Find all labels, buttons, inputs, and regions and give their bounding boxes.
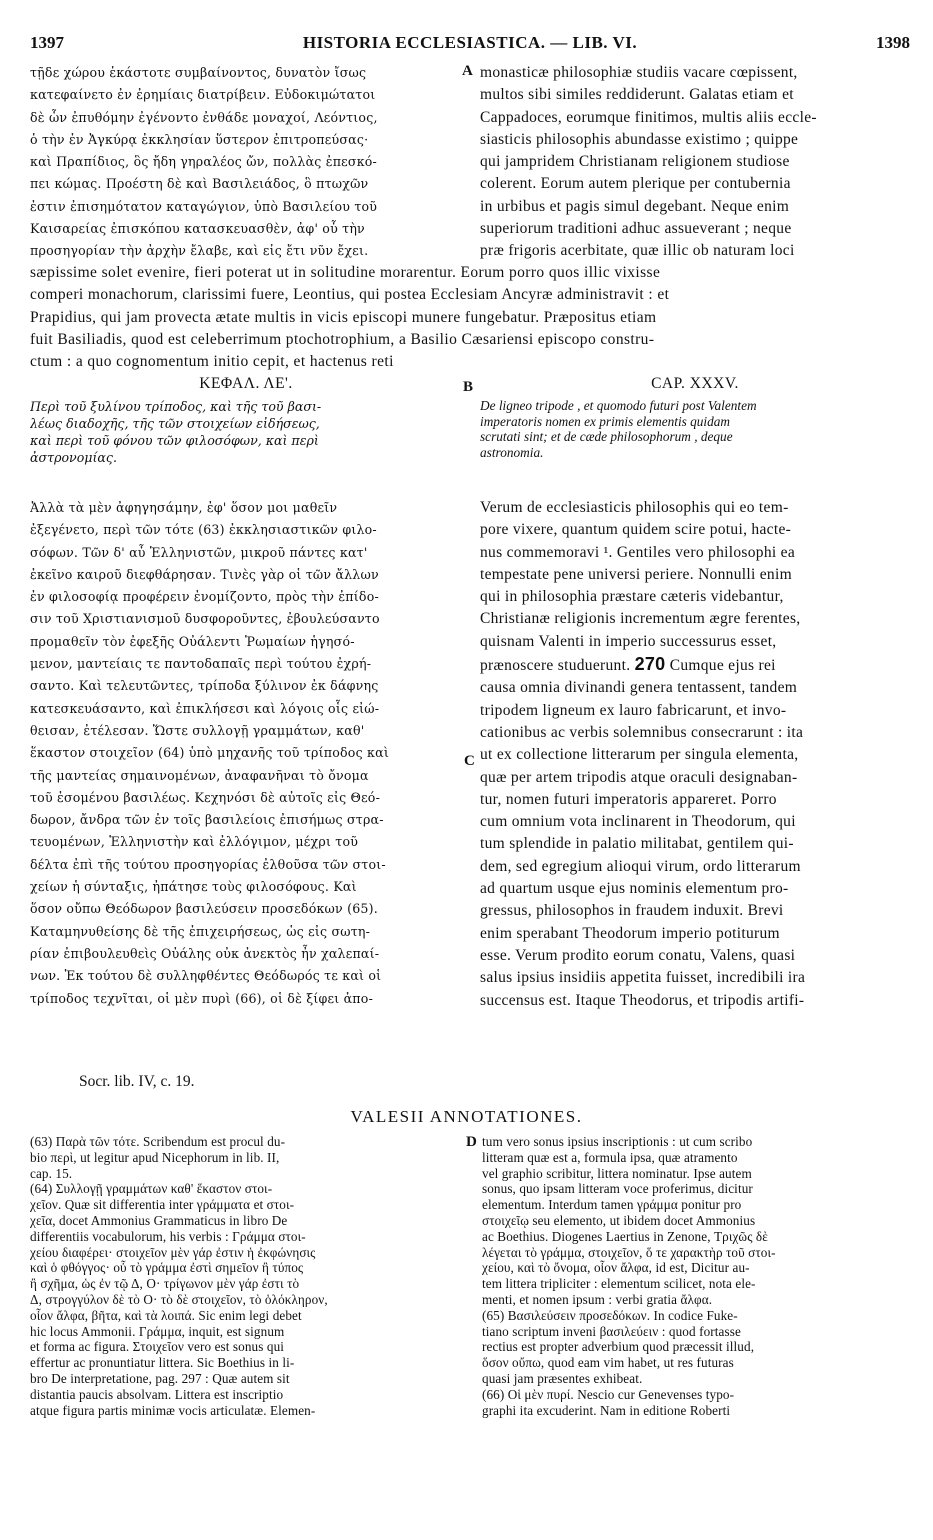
text-line: ἐξεγένετο, περὶ τῶν τότε (63) ἐκκλησιαστικῶν φιλο- xyxy=(30,522,377,538)
annotation-line: οἷον ἄλφα, βῆτα, καὶ τὰ λοιπά. Sic enim legi debet xyxy=(30,1307,302,1323)
text-line: ὅσον οὔπω Θεόδωρον βασιλεύσειν προσεδόκων (65). xyxy=(30,901,378,917)
latin-fullwidth-text xyxy=(30,262,910,373)
annotation-line: litteram quæ est a, formula ipsa, quæ atramento xyxy=(482,1149,738,1165)
running-header xyxy=(30,33,910,57)
text-line: fuit Basiliadis, quod est celeberrimum ptochotrophium, a Basilio Cæsariensi episcopo constru- xyxy=(30,330,655,348)
text-line: qui jampridem Christianam religionem studiose xyxy=(480,153,790,171)
text-line-content: esse. Verum prodito eorum conatu, Valens, quasi xyxy=(480,946,796,964)
text-line xyxy=(480,700,910,722)
text-line: in urbibus et pagis simul degebant. Neque enim xyxy=(480,197,790,215)
text-line-content: quisnam Valenti in imperio successurus esset, xyxy=(480,632,777,650)
footnote: Socr. lib. IV, c. 19. xyxy=(79,1073,195,1090)
text-line xyxy=(480,564,910,586)
annotation-line: graphi ita excuderint. Nam in editione Roberti xyxy=(482,1402,731,1418)
annotation-line: χεῖον. Quæ sit differentia inter γράμματα et στοι- xyxy=(30,1197,295,1213)
text-line: ctum : a quo cognomentum initio cepit, et hactenus reti xyxy=(30,353,394,371)
text-line-content: tur, nomen futuri imperatoris appareret. Porro xyxy=(480,790,777,808)
annotation-line: ac Boethius. Diogenes Laertius in Zenone, Τριχῶς δὲ xyxy=(482,1228,768,1244)
text-line xyxy=(480,856,910,878)
text-line: πει κώμας. Προέστη δὲ καὶ Βασιλειάδος, ὃ πτωχῶν xyxy=(30,176,369,192)
greek-column-top xyxy=(30,62,462,263)
text-line: siasticis philosophis abundasse existimo ; quippe xyxy=(480,130,799,148)
text-line xyxy=(480,744,910,766)
text-line xyxy=(480,945,910,967)
column-number: 270 xyxy=(634,654,666,675)
text-line xyxy=(480,990,910,1012)
text-line: τρίποδος τεχνῖται, οἱ μὲν πυρὶ (66), οἱ δὲ ξίφει ἀπο- xyxy=(30,990,374,1006)
text-line-content: cum omnium vota inclinarent in Theodorum, qui xyxy=(480,813,796,831)
text-line xyxy=(480,722,910,744)
text-line-content: tempestate pene universi periere. Nonnulli enim xyxy=(480,565,792,583)
annotation-line: vel graphio scribitur, littera nominatur. Ipse autem xyxy=(482,1165,752,1181)
text-line xyxy=(480,519,910,541)
text-line xyxy=(480,789,910,811)
text-line: comperi monachorum, clarissimi fuere, Leontius, qui postea Ecclesiam Ancyræ administravit : et xyxy=(30,286,670,304)
annotation-line: distantia paucis absolvam. Littera est inscriptio xyxy=(30,1386,284,1402)
text-line: τῆς μαντείας σημαινομένων, ἀναφανῆναι τὸ ὄνομα xyxy=(30,767,369,783)
text-line: ἐν φιλοσοφίᾳ προφέρειν ἐνομίζοντο, πρὸς τὴν ἐπίδο- xyxy=(30,589,379,605)
annotation-line: χείου, καὶ τὸ ὄνομα, οἷον ἄλφα, id est, Dicitur au- xyxy=(482,1260,750,1276)
text-line: monasticæ philosophiæ studiis vacare cœpissent, xyxy=(480,64,798,81)
chapter-title-line: λέως διαδοχῆς, τῆς τῶν στοιχείων εἰδήσεως, xyxy=(30,416,320,431)
annotation-line: (65) Βασιλεύσειν προσεδόκων. In codice Fuke- xyxy=(482,1307,738,1323)
chapter-title-line: Περὶ τοῦ ξυλίνου τρίποδος, καὶ τῆς τοῦ βασι- xyxy=(30,399,322,414)
text-line: Καταμηνυθείσης δὲ τῆς ἐπιχειρήσεως, ὡς εἰς σωτη- xyxy=(30,923,371,939)
text-line-content: tripodem ligneum ex lauro fabricarunt, et invo- xyxy=(480,701,787,719)
annotation-line: tiano scriptum inveni βασιλεύειν : quod fortasse xyxy=(482,1323,741,1339)
chapter-title-line: imperatoris nomen ex primis elementis quidam xyxy=(480,413,731,429)
latin-column-top xyxy=(480,62,910,263)
text-line: Cappadoces, eorumque finitimos, multis aliis eccle- xyxy=(480,108,817,126)
greek-chapter-heading: ΚΕΦΑΛ. ΛΕ'. xyxy=(199,375,293,392)
text-line-content: tum splendide in palatio militabat, gentilem qui- xyxy=(480,835,794,853)
chapter-title-line: astronomia. xyxy=(480,444,544,460)
chapter-title-line: καὶ περὶ τοῦ φόνου τῶν φιλοσόφων, καὶ περὶ xyxy=(30,433,319,448)
text-line-content: qui in philosophia præstare cæteris videbantur, xyxy=(480,588,784,606)
text-line-content: causa omnia divinandi genera tentassent, tandem xyxy=(480,679,798,697)
text-line: colerent. Eorum autem plerique per contubernia xyxy=(480,175,791,193)
text-line-content: nus commemoravi ¹. Gentiles vero philosophi ea xyxy=(480,543,796,561)
annotation-line: ἢ σχῆμα, ὡς ἐν τῷ Δ, Ο· τρίγωνον μὲν γάρ ἐστι τὸ xyxy=(30,1276,300,1292)
annotation-line: στοιχεῖῳ seu elemento, ut ibidem docet Ammonius xyxy=(482,1212,756,1228)
annotation-line: et forma ac figura. Στοιχεῖον vero est sonus qui xyxy=(30,1339,285,1355)
annotation-line: χεῖα, docet Ammonius Grammaticus in libro De xyxy=(30,1212,288,1228)
text-line xyxy=(480,833,910,855)
text-line xyxy=(480,677,910,699)
text-line: χείων ἡ σύνταξις, ἠπάτησε τοὺς φιλοσόφους. Καὶ xyxy=(30,879,357,895)
text-line-content: ad quartum usque ejus nominis elementum pro- xyxy=(480,880,789,898)
annotation-line: menti, et nomen ipsum : verbi gratia ἄλφα. xyxy=(482,1291,713,1307)
annotations-right-column xyxy=(482,1134,910,1418)
annotation-line: tem littera tripliciter : elementum scilicet, nota ele- xyxy=(482,1276,756,1292)
annotation-line: λέγεται τὸ γράμμα, στοιχεῖον, ὅ τε χαρακτὴρ τοῦ στοι- xyxy=(482,1244,776,1260)
text-line-content: enim sperabant Theodorum imperio potiturum xyxy=(480,924,780,942)
running-title: HISTORIA ECCLESIASTICA. — LIB. VI. xyxy=(302,33,638,52)
annotation-line: elementum. Interdum tamen γράμμα ponitur pro xyxy=(482,1197,742,1213)
annotation-line: (64) Συλλογῇ γραμμάτων καθ' ἕκαστον στοι- xyxy=(30,1181,273,1197)
text-line: præ frigoris acerbitate, quæ illic ob naturam loci xyxy=(480,242,795,260)
text-line xyxy=(480,586,910,608)
text-line: νων. Ἐκ τούτου δὲ συλληφθέντες Θεόδωρός τε καὶ οἱ xyxy=(30,968,382,984)
text-line: superiorum traditioni adhuc assueverant ; neque xyxy=(480,220,792,238)
text-line xyxy=(480,608,910,630)
greek-body-text xyxy=(30,497,462,1010)
margin-mark-d: D xyxy=(466,1134,477,1150)
text-line-content: Verum de ecclesiasticis philosophis qui eo tem- xyxy=(480,499,789,516)
text-line: θεισαν, ἐτέλεσαν. Ὥστε συλλογῇ γραμμάτων, καθ' xyxy=(30,722,365,738)
text-line xyxy=(480,631,910,653)
text-line: σιν τοῦ Χριστιανισμοῦ δυσφοροῦντες, ἐβουλεύσαντο xyxy=(30,611,380,627)
text-line xyxy=(480,900,910,922)
annotations-left-column xyxy=(30,1134,464,1418)
annotation-line: effertur ac pronuntiatur littera. Sic Boethius in li- xyxy=(30,1355,295,1371)
text-line: τοῦ ἐσομένου βασιλέως. Κεχηνόσι δὲ αὐτοῖς εἰς Θεό- xyxy=(30,789,381,805)
annotation-line: sonus, quo ipsam litteram voce proferimus, dicitur xyxy=(482,1181,753,1197)
text-line-content: succensus est. Itaque Theodorus, et tripodis artifi- xyxy=(480,991,805,1009)
text-line-content: cationibus ac verbis solemnibus consecrarunt : ita xyxy=(480,723,804,741)
text-line: προσηγορίαν τὴν ἀρχὴν ἔλαβε, καὶ εἰς ἔτι νῦν ἔχει. xyxy=(30,243,369,259)
annotation-line: hic locus Ammonii. Γράμμα, inquit, est signum xyxy=(30,1323,285,1339)
annotation-line: (63) Παρὰ τῶν τότε. Scribendum est procul du- xyxy=(30,1134,286,1149)
margin-mark-a: A xyxy=(462,63,473,79)
text-line: δωρον, ἄνδρα τῶν ἐν τοῖς βασιλείοις ἐπισήμως στρα- xyxy=(30,812,384,828)
text-line: τῇδε χώρου ἑκάστοτε συμβαίνοντος, δυνατὸν ἴσως xyxy=(30,65,367,80)
text-line-content: quæ per artem tripodis atque oraculi designaban- xyxy=(480,768,798,786)
latin-chapter-title xyxy=(480,398,910,460)
annotation-line: quasi jam præsentes exhibeat. xyxy=(482,1370,643,1386)
text-line: ἐκεῖνο καιροῦ διεφθάρησαν. Τινὲς γὰρ οἱ τῶν ἄλλων xyxy=(30,566,379,582)
annotation-line: καὶ ὁ φθόγγος· οὗ τὸ γράμμα ἐστὶ σημεῖον ἢ τύπος xyxy=(30,1260,304,1276)
text-line: Καισαρείας ἐπισκόπου κατασκευασθὲν, ἀφ' οὗ τὴν xyxy=(30,221,365,237)
text-line: Prapidius, qui jam provecta ætate multis in vicis episcopi munere fungebatur. Præpositus etiam xyxy=(30,308,657,326)
annotation-line: bio περὶ, ut legitur apud Nicephorum in lib. II, xyxy=(30,1149,280,1165)
text-line-content: pore vixere, quantum quidem scire potui, hacte- xyxy=(480,521,792,539)
annotation-line: ὅσον οὔπω, quod eam vim habet, ut res futuras xyxy=(482,1355,734,1371)
latin-body-text xyxy=(480,497,910,1012)
annotation-line: bro De interpretatione, pag. 297 : Quæ autem sit xyxy=(30,1370,290,1386)
annotation-line: (66) Οἱ μὲν πυρί. Nescio cur Genevenses typo- xyxy=(482,1386,735,1402)
annotation-line: differentiis vocabulorum, his verbis : Γράμμα στοι- xyxy=(30,1228,306,1244)
text-line: καὶ Πραπίδιος, ὃς ἤδη γηραλέος ὤν, πολλὰς ἐπεσκό- xyxy=(30,154,378,170)
text-line xyxy=(480,653,910,677)
text-line: ἕκαστον στοιχεῖον (64) ὑπὸ μηχανῆς τοῦ τρίποδος καὶ xyxy=(30,745,389,761)
text-line: ἐστιν ἐπισημότατον καταγώγιον, ὑπὸ Βασιλείου τοῦ xyxy=(30,198,378,214)
text-line: multos sibi similes reddiderunt. Galatas etiam et xyxy=(480,86,794,104)
text-line: Ἀλλὰ τὰ μὲν ἀφηγησάμην, ἐφ' ὅσον μοι μαθεῖν xyxy=(30,500,338,515)
text-line: κατεσκευάσαντο, καὶ ἐπικλήσεσι καὶ λόγοις οἷς εἰώ- xyxy=(30,700,380,716)
text-line xyxy=(480,923,910,945)
text-line-content: dem, sed egregium alioqui virum, ordo litterarum xyxy=(480,857,801,875)
text-line: sæpissime solet evenire, fieri poterat ut in solitudine morarentur. Eorum porro quos illic vixisse xyxy=(30,264,661,281)
margin-mark-c: C xyxy=(464,753,475,769)
text-line: προμαθεῖν τὸν ἐφεξῆς Οὐάλεντι Ῥωμαίων ἡγησό- xyxy=(30,633,355,649)
annotation-line: atque figura partis minimæ vocis articulatæ. Elemen- xyxy=(30,1402,316,1418)
annotation-line: χείου διαφέρει· στοιχεῖον μὲν γάρ ἐστιν ἡ ἐκφώνησις xyxy=(30,1244,316,1260)
text-line: δέλτα ἐπὶ τῆς τούτου προσηγορίας ἐλθοῦσα τῶν στοι- xyxy=(30,856,386,872)
annotations-title: VALESII ANNOTATIONES. xyxy=(350,1107,583,1126)
margin-mark-b: B xyxy=(463,379,474,395)
chapter-title-line: De ligneo tripode , et quomodo futuri post Valentem xyxy=(480,398,757,413)
text-line: σαντο. Καὶ τελευτῶντες, τρίποδα ξύλινον ἐκ δάφνης xyxy=(30,678,379,694)
text-line xyxy=(480,542,910,564)
text-line: ὁ τὴν ἐν Ἀγκύρᾳ ἐκκλησίαν ὕστερον ἐπιτροπεύσας· xyxy=(30,131,369,147)
text-line: σόφων. Τῶν δ' αὖ Ἑλληνιστῶν, μικροῦ πάντες κατ' xyxy=(30,544,368,560)
text-line: μενον, μαντείαις τε παντοδαπαῖς περὶ τούτου ἐχρή- xyxy=(30,656,372,672)
text-line xyxy=(480,811,910,833)
page-number-left: 1397 xyxy=(30,33,64,52)
latin-chapter-heading: CAP. XXXV. xyxy=(651,375,739,392)
annotation-line: tum vero sonus ipsius inscriptionis : ut cum scribo xyxy=(482,1134,753,1149)
text-line-content: ut ex collectione litterarum per singula elementa, xyxy=(480,746,799,764)
page-number-right: 1398 xyxy=(876,33,910,52)
text-line-content: prænoscere studuerunt. xyxy=(480,657,631,675)
text-line xyxy=(480,967,910,989)
annotation-line: rectius est propter adverbium quod præcessit illud, xyxy=(482,1339,755,1355)
text-line-content: salus ipsius insidiis appetita fuisset, incredibili ira xyxy=(480,969,806,987)
annotation-line: cap. 15. xyxy=(30,1165,73,1181)
text-line: ρίαν ἐπιβουλευθεὶς Οὐάλης οὐκ ἀνεκτὸς ἦν χαλεπαί- xyxy=(30,945,380,961)
text-line-content: gressus, philosophos in fraudem induxit. Brevi xyxy=(480,902,784,920)
text-line xyxy=(480,878,910,900)
text-line: κατεφαίνετο ἐν ἐρημίαις διατρίβειν. Εὐδοκιμώτατοι xyxy=(30,87,376,103)
text-line xyxy=(480,767,910,789)
chapter-title-line: scrutati sint; et de cæde philosophorum , deque xyxy=(480,429,733,444)
text-line-continuation: Cumque ejus rei xyxy=(669,657,776,675)
text-line: τευομένων, Ἑλληνιστὴν καὶ ἐλλόγιμον, μέχρι τοῦ xyxy=(30,834,359,850)
greek-chapter-title xyxy=(30,398,462,466)
text-line xyxy=(480,497,910,519)
annotation-line: Δ, στρογγύλον δὲ τὸ Ο· τὸ δὲ στοιχεῖον, τὸ ὁλόκληρον, xyxy=(30,1291,328,1307)
text-line: δὲ ὧν ἐπυθόμην ἐγένοντο ἐνθάδε μοναχοί, Λεόντιος, xyxy=(30,109,378,125)
text-line-content: Christianæ religionis incrementum ægre ferentes, xyxy=(480,610,801,628)
chapter-title-line: ἀστρονομίας. xyxy=(30,450,117,465)
